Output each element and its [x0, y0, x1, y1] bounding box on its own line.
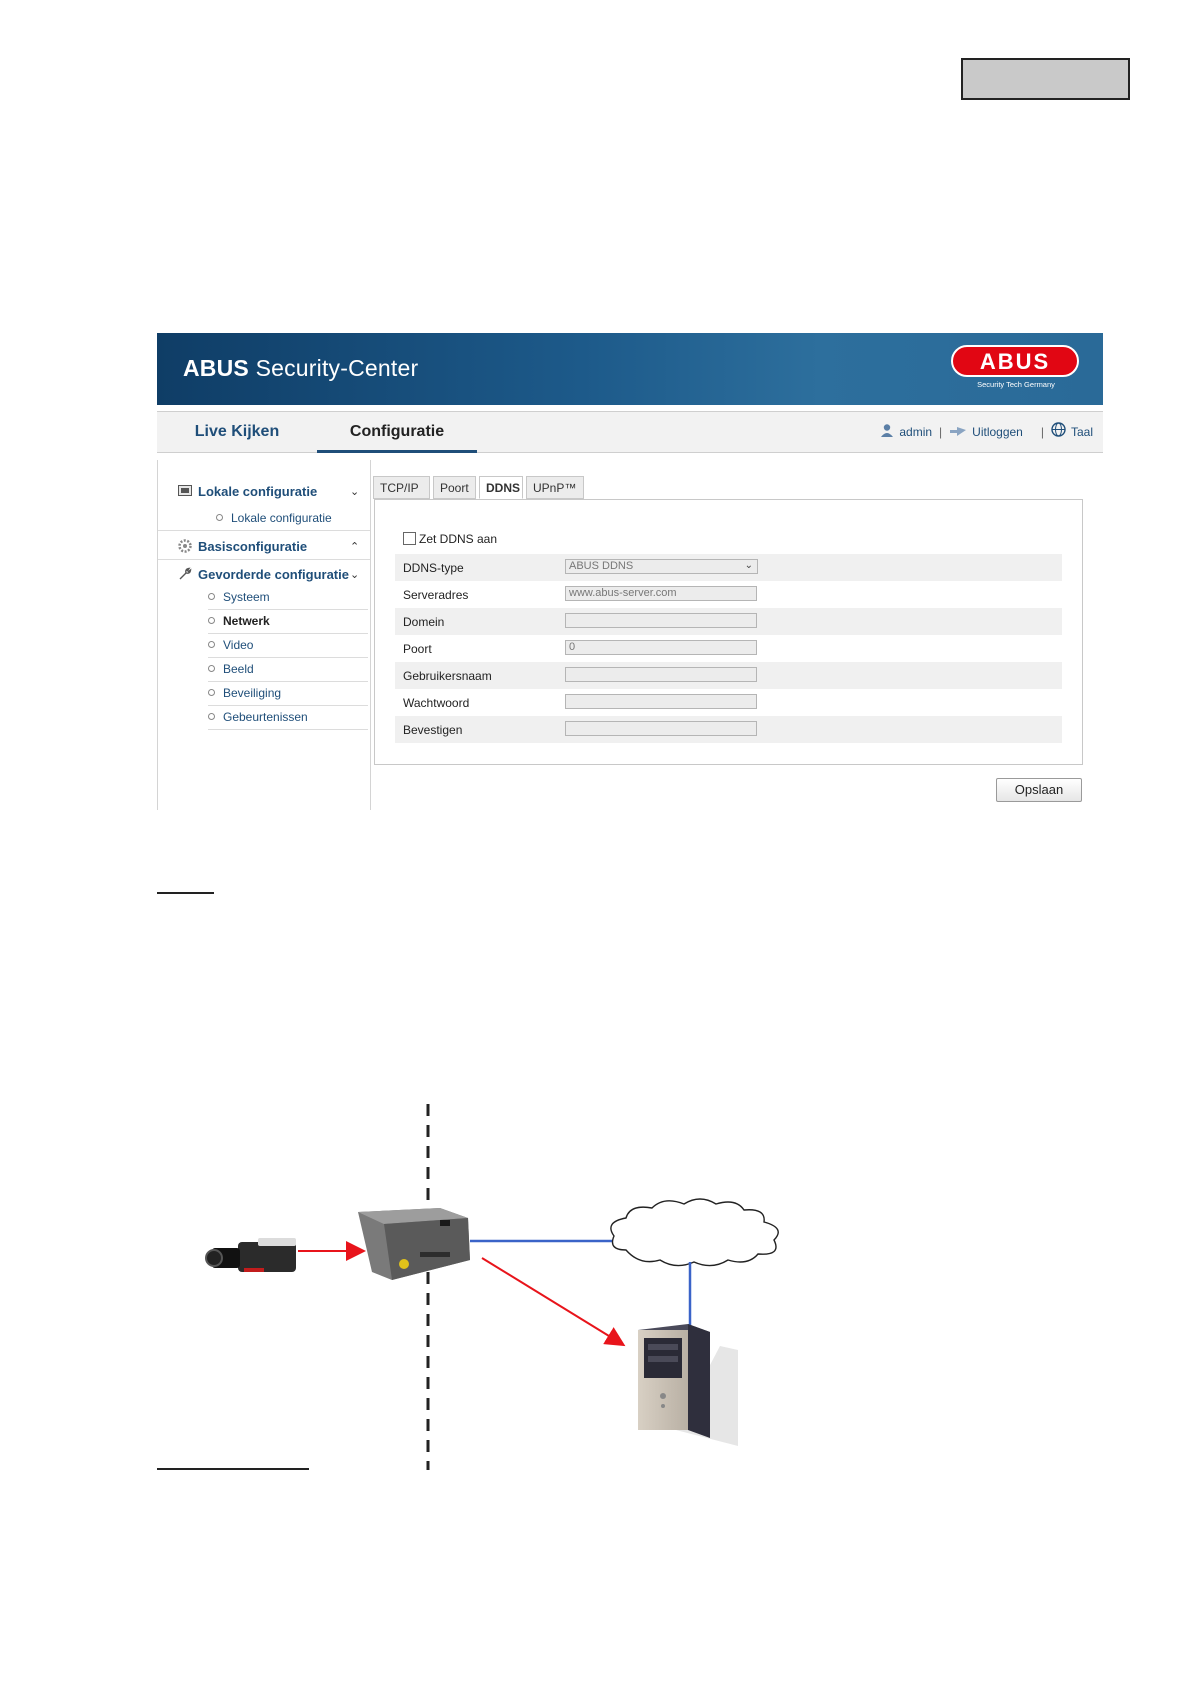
wachtwoord-input[interactable] [565, 694, 757, 709]
chevron-down-icon[interactable]: ⌄ [350, 569, 360, 581]
tab-live-kijken[interactable]: Live Kijken [194, 423, 280, 440]
enable-ddns-checkbox[interactable] [403, 532, 416, 545]
heading-underline [157, 892, 214, 894]
bevestigen-input[interactable] [565, 721, 757, 736]
poort-input[interactable]: 0 [565, 640, 757, 655]
sidebar-group-gevorderde-configuratie[interactable]: Gevorderde configuratie [178, 567, 349, 584]
chevron-down-icon: ⌄ [744, 560, 753, 571]
tab-poort[interactable]: Poort [433, 476, 476, 499]
tab-upnp[interactable]: UPnP™ [526, 476, 584, 499]
sidebar-item-beeld[interactable]: Beeld [208, 658, 368, 682]
cloud-icon [611, 1199, 778, 1266]
wrench-icon [178, 567, 192, 584]
save-button[interactable]: Opslaan [996, 778, 1082, 802]
divider [158, 559, 370, 560]
gear-icon [178, 539, 192, 556]
sidebar-item-systeem[interactable]: Systeem [208, 586, 368, 610]
app-banner [157, 333, 1103, 405]
tab-tcp-ip[interactable]: TCP/IP [373, 476, 430, 499]
form-row-domein [395, 608, 1062, 635]
serveradres-label: Serveradres [403, 588, 469, 602]
monitor-icon [178, 485, 192, 501]
sidebar-item-gebeurtenissen[interactable]: Gebeurtenissen [208, 706, 368, 730]
tab-ddns[interactable]: DDNS [479, 476, 523, 499]
sidebar-group-lokale-configuratie[interactable]: Lokale configuratie [178, 484, 317, 501]
form-row-ddns-type [395, 554, 1062, 581]
user-icon [880, 413, 894, 453]
sidebar-group-basisconfiguratie[interactable]: Basisconfiguratie [178, 539, 307, 556]
arrow-router-server [482, 1258, 622, 1344]
enable-ddns-label: Zet DDNS aan [419, 532, 498, 546]
globe-icon [1051, 413, 1066, 453]
domein-input[interactable] [565, 613, 757, 628]
form-row-serveradres [395, 581, 1062, 608]
language-link[interactable]: Taal [1070, 425, 1093, 439]
ddns-type-label: DDNS-type [403, 561, 464, 575]
bevestigen-label: Bevestigen [403, 723, 463, 737]
sidebar-item-beveiliging[interactable]: Beveiliging [208, 682, 368, 706]
ddns-type-select[interactable]: ABUS DDNS ⌄ [565, 559, 758, 574]
chevron-up-icon[interactable]: ⌃ [350, 541, 360, 553]
server-icon [638, 1324, 738, 1446]
abus-logo [951, 345, 1081, 393]
sidebar [157, 460, 371, 810]
logout-link[interactable]: Uitloggen [972, 425, 1023, 439]
logo-text: ABUS [951, 345, 1079, 377]
serveradres-input[interactable]: www.abus-server.com [565, 586, 757, 601]
user-name[interactable]: admin [899, 425, 933, 439]
top-navigation [157, 411, 1103, 453]
network-diagram [0, 1100, 1192, 1480]
sidebar-item-video[interactable]: Video [208, 634, 368, 658]
form-row-poort [395, 635, 1062, 662]
sidebar-item-netwerk[interactable]: Netwerk [208, 610, 368, 634]
domein-label: Domein [403, 615, 445, 629]
divider [158, 530, 370, 531]
header-box [961, 58, 1130, 100]
logout-icon [949, 413, 967, 453]
router-icon [358, 1208, 470, 1280]
enable-ddns-row [403, 532, 497, 546]
form-row-wachtwoord [395, 689, 1062, 716]
form-row-gebruikersnaam [395, 662, 1062, 689]
ddns-form [374, 499, 1083, 765]
logo-tagline: Security Tech Germany [977, 380, 1055, 389]
form-row-bevestigen [395, 716, 1062, 743]
gebruikersnaam-label: Gebruikersnaam [403, 669, 492, 683]
gebruikersnaam-input[interactable] [565, 667, 757, 682]
user-menu: admin | Uitloggen | Taal [880, 412, 1093, 452]
camera-icon [206, 1238, 296, 1272]
poort-label: Poort [403, 642, 432, 656]
tab-configuratie[interactable]: Configuratie [317, 412, 477, 453]
chevron-down-icon[interactable]: ⌄ [350, 486, 360, 498]
app-title: ABUS Security-Center [183, 355, 419, 381]
app-screenshot [157, 333, 1103, 810]
wachtwoord-label: Wachtwoord [403, 696, 470, 710]
sidebar-item-lokale-configuratie[interactable]: Lokale configuratie [216, 511, 332, 525]
